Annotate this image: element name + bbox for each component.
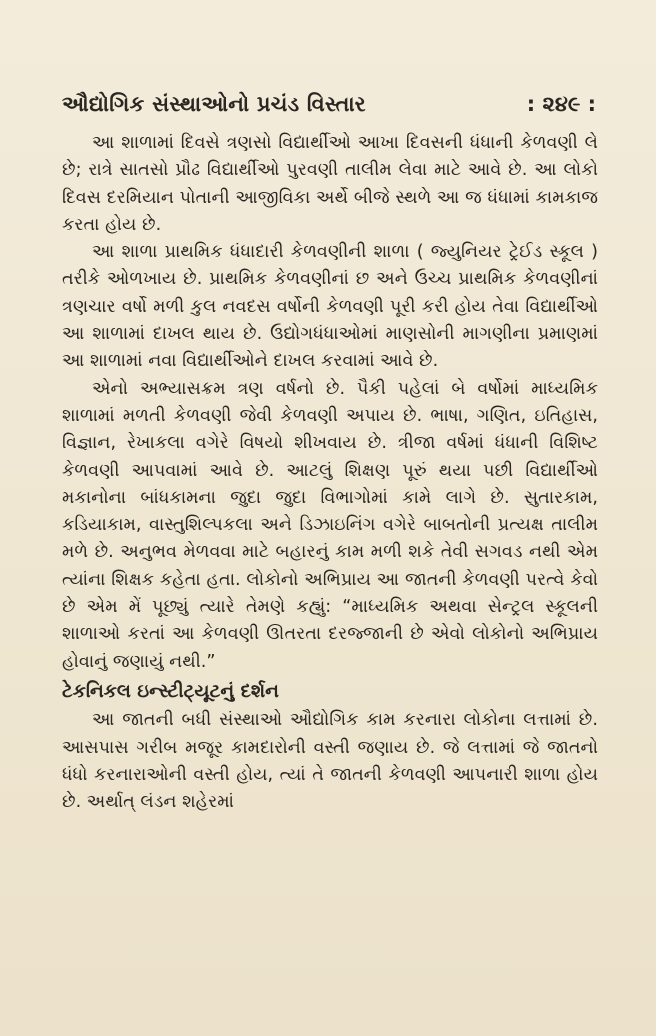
section-heading: ટેકનિકલ ઇન્સ્ટીટ્યૂટનું દર્શન: [62, 680, 279, 702]
page-number: : ૨૪૯ :: [526, 92, 596, 116]
page-header: [62, 92, 596, 122]
paragraph-1: આ શાળામાં દિવસે ત્રણસો વિદ્યાર્થીઓ આખા દિવસની ધંધાની કેળવણી લે છે; રાત્રે સાતસો પ્રૌઢ વિદ્યાર્થીઓ પુરવણી તાલીમ લેવા માટે આવે છે. આ લોકો દિવસ દરમિયાન પોતાની આજીવિકા અર્થે બીજે સ્થળે આ જ ધંધામાં કામકાજ કરતા હોય છે.: [62, 133, 598, 235]
running-title: ઔદ્યોગિક સંસ્થાઓનો પ્રચંડ વિસ્તાર: [62, 92, 366, 116]
paragraph-2: આ શાળા પ્રાથમિક ધંધાદારી કેળવણીની શાળા ( જ્યુનિયર ટ્રેઈડ સ્કૂલ ) તરીકે ઓળખાય છે. પ્રાથમિક કેળવણીનાં છ અને ઉચ્ચ પ્રાથમિક કેળવણીનાં ત્રણચાર વર્ષો મળી કુલ નવદસ વર્ષોની કેળવણી પૂરી કરી હોય તેવા વિદ્યાર્થીઓ આ શાળામાં દાખલ થાય છે. ઉદ્યોગધંધાઓમાં માણસોની માગણીના પ્રમાણમાં આ શાળામાં નવા વિદ્યાર્થીઓને દાખલ કરવામાં આવે છે.: [62, 242, 598, 372]
section-paragraph: આ જાતની બધી સંસ્થાઓ ઔદ્યોગિક કામ કરનારા લોકોના લત્તામાં છે. આસપાસ ગરીબ મજૂર કામદારોની વસ્તી જણાય છે. જે લત્તામાં જે જાતનો ધંધો કરનારાઓની વસ્તી હોય, ત્યાં તે જાતની કેળવણી આપનારી શાળા હોય છે. અર્થાત્ લંડન શહેરમાં: [62, 710, 598, 813]
body-text: [62, 130, 598, 816]
paragraph-3: એનો અભ્યાસક્રમ ત્રણ વર્ષનો છે. પૈકી પહેલાં બે વર્ષોમાં માધ્યમિક શાળામાં મળતી કેળવણી જેવી કેળવણી અપાય છે. ભાષા, ગણિત, ઇતિહાસ, વિજ્ઞાન, રેખાકલા વગેરે વિષયો શીખવાય છે. ત્રીજા વર્ષમાં ધંધાની વિશિષ્ટ કેળવણી આપવામાં આવે છે. આટલું શિક્ષણ પૂરું થયા પછી વિદ્યાર્થીઓ મકાનોના બાંધકામના જુદા જુદા વિભાગોમાં કામે લાગે છે. સુતારકામ, કડિયાકામ, વાસ્તુશિલ્પકલા અને ડિઝાઇનિંગ વગેરે બાબતોની પ્રત્યક્ષ તાલીમ મળે છે. અનુભવ મેળવવા માટે બહારનું કામ મળી શકે તેવી સગવડ નથી એમ ત્યાંના શિક્ષક કહેતા હતા. લોકોનો અભિપ્રાય આ જાતની કેળવણી પરત્વે કેવો છે એમ મેં પૂછ્યું ત્યારે તેમણે કહ્યું: “માધ્યમિક અથવા સેન્ટ્રલ સ્કૂલની શાળાઓ કરતાં આ કેળવણી ઊતરતા દરજ્જાની છે એવો લોકોનો અભિપ્રાય હોવાનું જણાયું નથી.”: [62, 378, 598, 672]
